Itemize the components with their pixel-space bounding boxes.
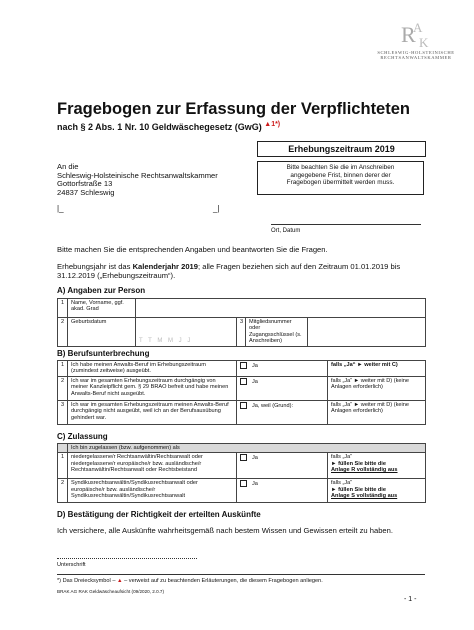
- section-b-table: [57, 360, 426, 425]
- survey-year-post: ; alle Fragen beziehen sich auf den Zeitraum 01.01.2019 bis 31.12.2019 („Erhebungszeitraum“).: [57, 262, 401, 280]
- explanation-marker-icon: ▲1*): [264, 121, 281, 128]
- section-b-heading: B) Berufsunterbrechung: [57, 349, 150, 358]
- section-c-header-row: Ich bin zugelassen (bzw. aufgenommen) als: [68, 444, 426, 453]
- survey-period-box: Erhebungszeitraum 2019: [257, 141, 426, 157]
- page-subtitle: [57, 121, 280, 132]
- yes-checkbox[interactable]: [240, 362, 247, 369]
- deadline-line: angegebene Frist, binnen derer der: [290, 171, 391, 179]
- signature-label: Unterschrift: [57, 562, 86, 568]
- answer-cell: [237, 361, 328, 377]
- recipient-address: [57, 163, 218, 197]
- answer-cell: [237, 401, 328, 425]
- chamber-logo: [372, 18, 460, 60]
- deadline-notice-box: [257, 161, 424, 195]
- footnote: [57, 578, 323, 584]
- row-number: 2: [58, 318, 68, 347]
- svg-text:K: K: [419, 35, 429, 50]
- page-title: Fragebogen zur Erfassung der Verpflichteten: [57, 100, 410, 118]
- table-row: [58, 401, 426, 425]
- deadline-line: Fragebogen übermittelt werden muss.: [286, 179, 395, 187]
- member-number-field[interactable]: [308, 318, 426, 347]
- deadline-line: Bitte beachten Sie die im Anschreiben: [286, 164, 395, 171]
- note-line: Anlage S vollständig aus: [331, 493, 398, 500]
- birthdate-placeholder: T T M M J J: [139, 338, 193, 345]
- confirmation-statement: Ich versichere, alle Auskünfte wahrheitsgemäß nach bestem Wissen und Gewissen erteilt zu haben.: [57, 526, 393, 535]
- answer-label: Ja: [252, 362, 258, 369]
- answer-cell: [237, 377, 328, 401]
- survey-year-text: [57, 262, 427, 280]
- birthdate-label: Geburtsdatum: [68, 318, 136, 347]
- footnote-pre: *) Das Dreiecksymbol –: [57, 578, 117, 584]
- header-spacer: [58, 444, 68, 453]
- section-d-heading: D) Bestätigung der Richtigkeit der erteilten Auskünfte: [57, 510, 261, 519]
- svg-text:R: R: [401, 22, 416, 47]
- row-number: 1: [58, 453, 68, 479]
- row-number: 2: [58, 377, 68, 401]
- place-date-label: Ort, Datum: [271, 228, 301, 234]
- followup-note: falls „Ja“ ► weiter mit C): [328, 361, 426, 377]
- answer-label: Ja: [252, 378, 258, 385]
- table-row: [58, 479, 426, 503]
- note-line: falls „Ja“: [331, 454, 353, 461]
- address-line: Gottorfstraße 13: [57, 179, 113, 189]
- note-line: Anlage R vollständig aus: [331, 467, 398, 474]
- note-line: falls „Ja“: [331, 480, 353, 487]
- row-number: 3: [237, 318, 246, 347]
- question-text: Syndikusrechtsanwältin/Syndikusrechtsanwalt oder europäische/r bzw. ausländische/r Syndikusrechtsanwältin/Syndikusrechtsanwalt: [68, 479, 237, 503]
- section-c-table: [57, 443, 426, 503]
- place-date-field[interactable]: [271, 224, 421, 225]
- chamber-emblem-icon: [399, 18, 433, 50]
- yes-checkbox[interactable]: [240, 454, 247, 461]
- instruction-text: Bitte machen Sie die entsprechenden Angaben und beantworten Sie die Fragen.: [57, 245, 328, 254]
- address-window-corner-right: _|: [213, 204, 220, 213]
- table-row: [58, 318, 426, 347]
- table-row: [58, 444, 426, 453]
- row-number: 1: [58, 361, 68, 377]
- table-row: [58, 377, 426, 401]
- section-c-heading: C) Zulassung: [57, 432, 108, 441]
- answer-label: Ja, weil (Grund):: [252, 402, 294, 409]
- note-line: ► füllen Sie bitte die: [331, 460, 386, 467]
- yes-checkbox[interactable]: [240, 480, 247, 487]
- answer-label: Ja: [252, 455, 258, 462]
- question-text: Ich habe meinen Anwalts-Beruf im Erhebungszeitraum (zumindest zeitweise) ausgeübt.: [68, 361, 237, 377]
- answer-label: Ja: [252, 481, 258, 488]
- section-a-heading: A) Angaben zur Person: [57, 286, 146, 295]
- survey-year-pre: Erhebungsjahr ist das: [57, 262, 133, 271]
- followup-note: falls „Ja“ ► weiter mit D) (keine Anlagen erforderlich): [328, 401, 426, 425]
- document-reference: BRAK AG RAK Geldwäscheaufsicht (09/2020, 2.0.7): [57, 589, 164, 594]
- question-text: Ich war im gesamten Erhebungszeitraum durchgängig von meiner Kanzleipflicht gem. § 29 BRAO befreit und habe meinen Anwalts-Beruf nicht ausgeübt.: [68, 377, 237, 401]
- answer-cell: [237, 453, 328, 479]
- answer-cell: [237, 479, 328, 503]
- address-line: Schleswig-Holsteinische Rechtsanwaltskammer: [57, 170, 218, 180]
- member-number-label: Mitgliedsnummer oder Zugangsschlüssel (s. Anschreiben): [246, 318, 308, 347]
- triangle-marker-icon: ▲: [117, 578, 123, 584]
- signature-field[interactable]: [57, 558, 197, 559]
- section-a-table: [57, 298, 426, 347]
- table-row: [58, 299, 426, 318]
- row-number: 1: [58, 299, 68, 318]
- row-number: 2: [58, 479, 68, 503]
- followup-note: [328, 453, 426, 479]
- table-row: [58, 453, 426, 479]
- question-text: niedergelassene/r Rechtsanwältin/Rechtsanwalt oder niedergelassene/r europäische/r bzw. ausländische/r Rechtsanwältin/Rechtsanwalt oder Rechtsbeistand: [68, 453, 237, 479]
- address-line: 24837 Schleswig: [57, 187, 115, 197]
- name-field[interactable]: [136, 299, 426, 318]
- yes-checkbox[interactable]: [240, 402, 247, 409]
- name-label: Name, Vorname, ggf. akad. Grad: [68, 299, 136, 318]
- survey-year-bold: Kalenderjahr 2019: [132, 262, 198, 271]
- svg-text:A: A: [413, 20, 423, 35]
- footnote-post: – verweist auf zu beachtenden Erläuterungen, die diesem Fragebogen anliegen.: [122, 578, 323, 584]
- question-text: Ich war im gesamten Erhebungszeitraum meinen Anwalts-Beruf durchgängig nicht ausgeübt, weil ich an der Berufsausübung gehindert war.: [68, 401, 237, 425]
- logo-line-2: RECHTSANWALTSKAMMER: [380, 55, 452, 60]
- page-number: - 1 -: [404, 596, 417, 603]
- logo-line-1: SCHLESWIG-HOLSTEINISCHE: [377, 50, 455, 55]
- birthdate-field[interactable]: [136, 318, 237, 347]
- address-line: An die: [57, 162, 79, 171]
- yes-checkbox[interactable]: [240, 378, 247, 385]
- followup-note: falls „Ja“ ► weiter mit D) (keine Anlagen erforderlich): [328, 377, 426, 401]
- followup-note: [328, 479, 426, 503]
- subtitle-text: nach § 2 Abs. 1 Nr. 10 Geldwäschegesetz (GwG): [57, 122, 262, 132]
- footer-divider: [57, 574, 425, 575]
- row-number: 3: [58, 401, 68, 425]
- note-line: ► füllen Sie bitte die: [331, 486, 386, 493]
- table-row: [58, 361, 426, 377]
- address-window-corner-left: |_: [57, 204, 64, 213]
